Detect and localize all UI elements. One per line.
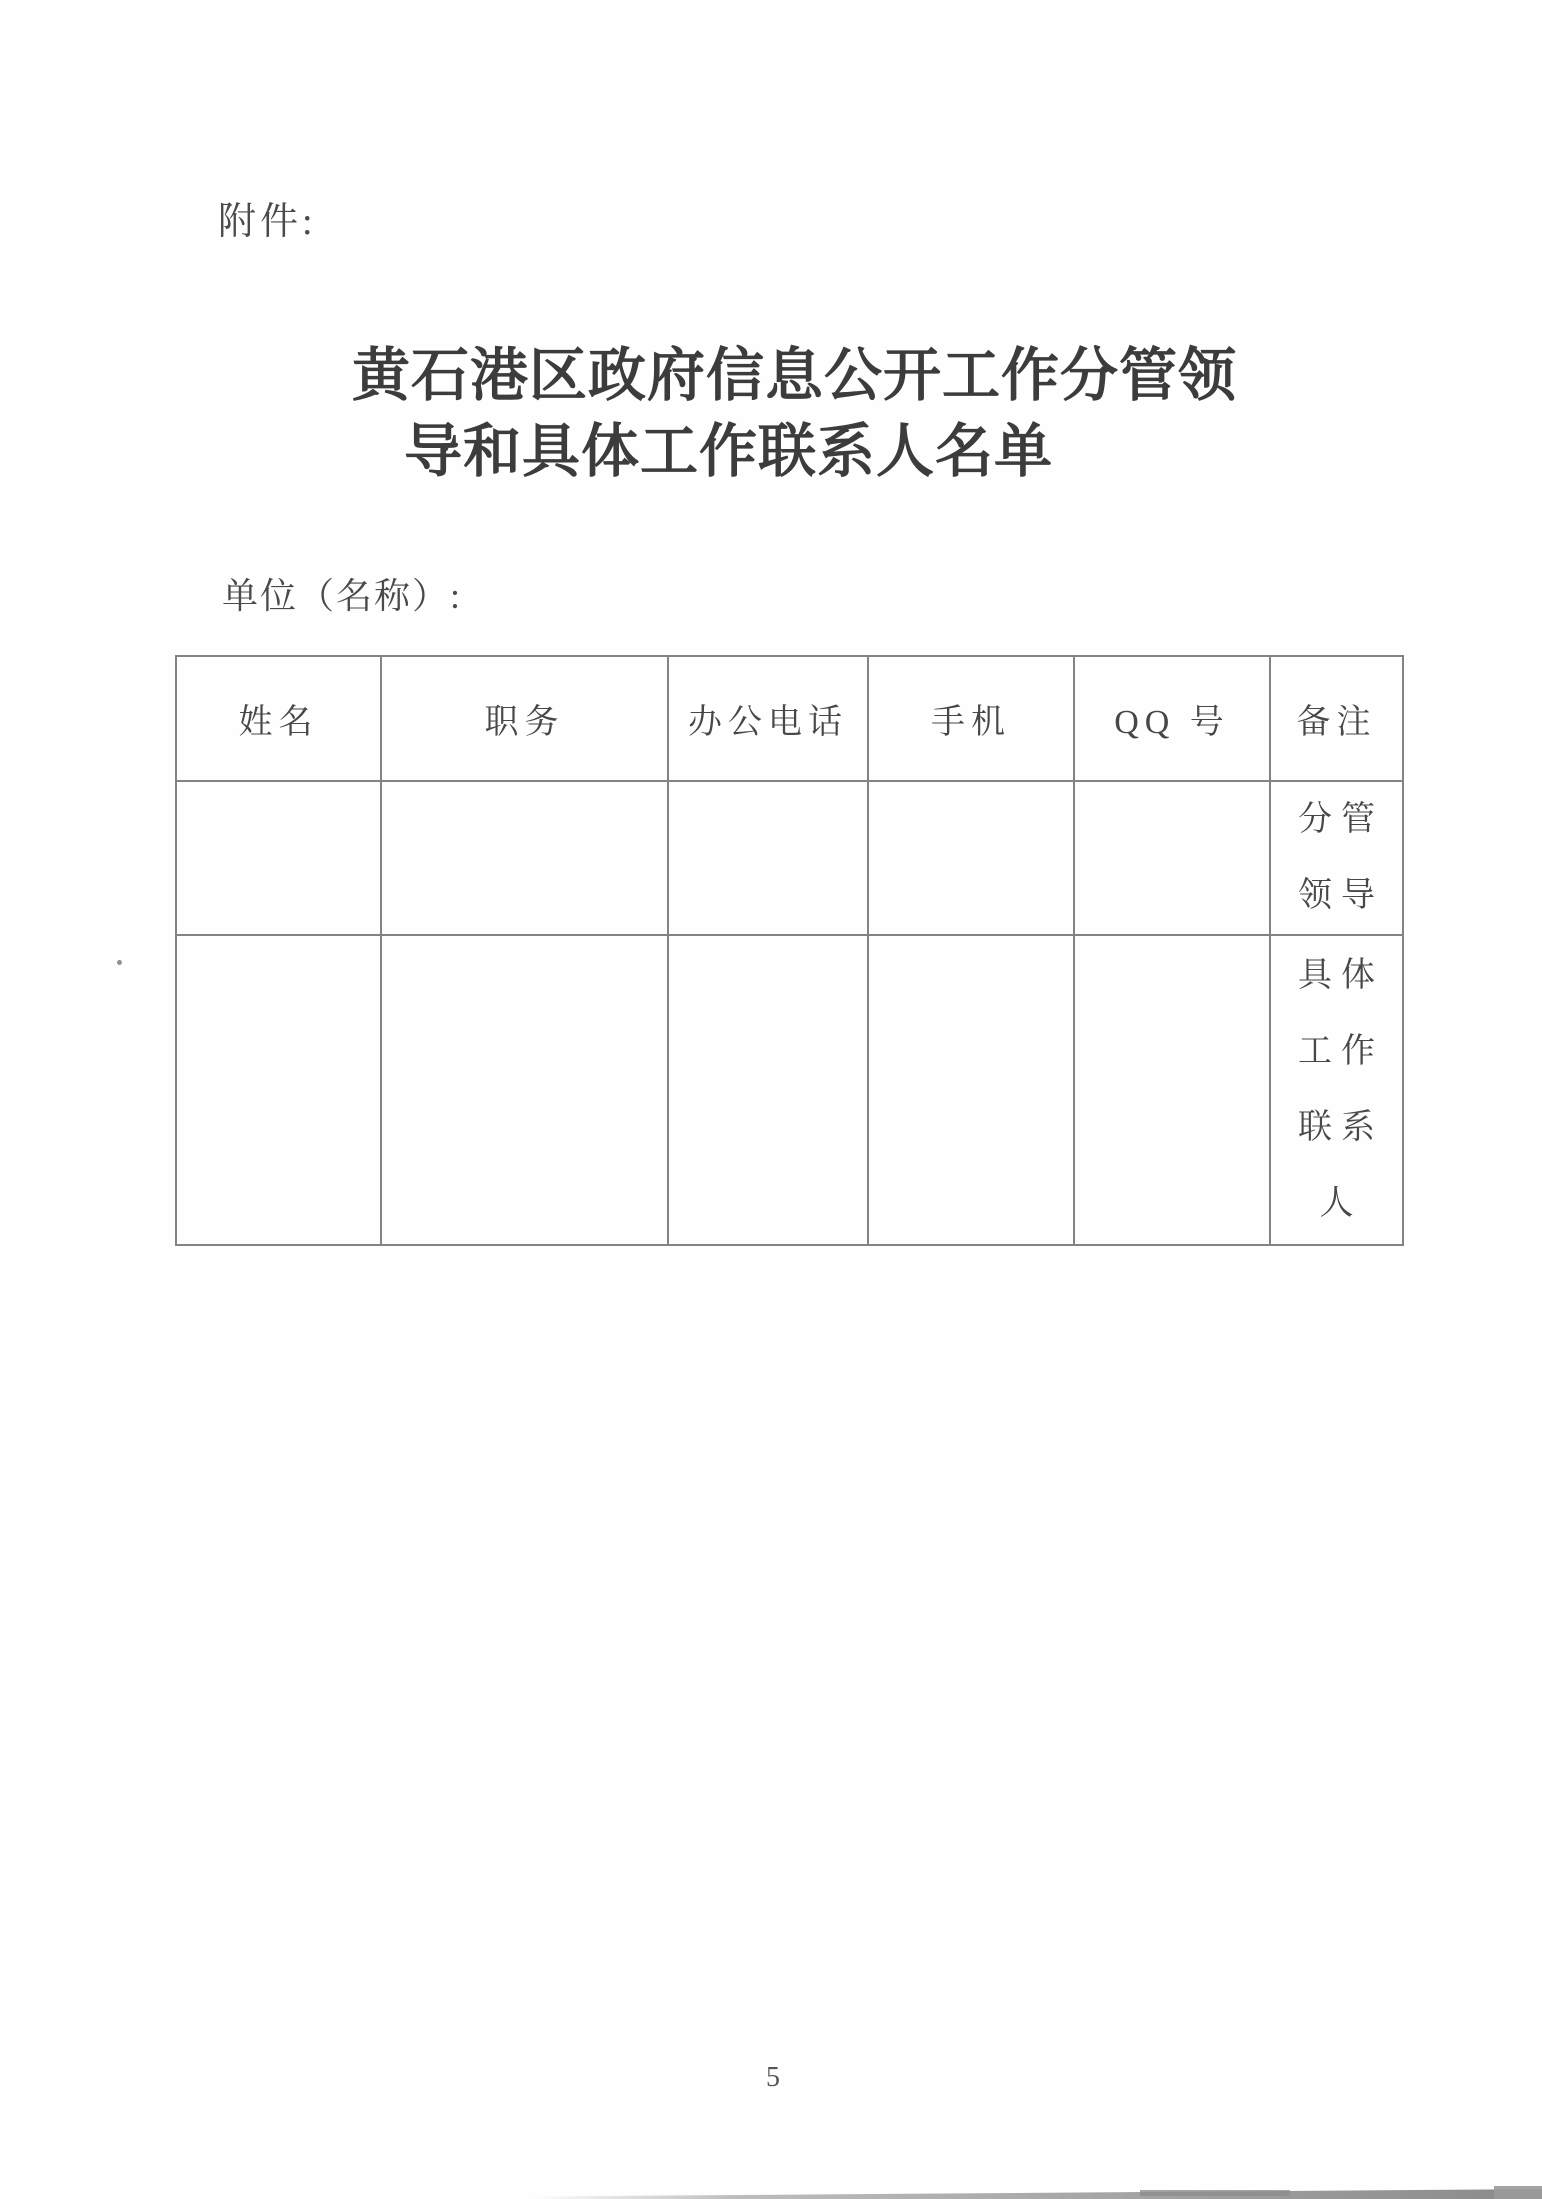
cell-remark-lead xyxy=(1270,781,1403,935)
cell-remark-contact xyxy=(1270,935,1403,1245)
table-row-contact xyxy=(176,935,1403,1245)
scan-artifact-bottom-strip xyxy=(1140,2190,1290,2196)
cell-office-phone xyxy=(668,781,868,935)
remark-line: 工作 xyxy=(1298,1033,1384,1070)
unit-name-label: 单位（名称）: xyxy=(222,576,463,616)
column-header-name: 姓名 xyxy=(176,656,381,781)
document-title-line-1: 黄石港区政府信息公开工作分管领 xyxy=(352,343,1238,408)
cell-mobile xyxy=(868,935,1074,1245)
column-header-qq: QQ 号 xyxy=(1074,656,1270,781)
column-header-position: 职务 xyxy=(381,656,668,781)
scan-artifact-bottom-corner xyxy=(1494,2186,1542,2199)
cell-position xyxy=(381,781,668,935)
table-row-lead xyxy=(176,781,1403,935)
contacts-table xyxy=(175,655,1404,1246)
cell-name xyxy=(176,935,381,1245)
cell-office-phone xyxy=(668,935,868,1245)
remark-line: 领导 xyxy=(1298,877,1384,914)
remark-line: 人 xyxy=(1319,1185,1363,1222)
column-header-mobile: 手机 xyxy=(868,656,1074,781)
cell-mobile xyxy=(868,781,1074,935)
scan-artifact-dot xyxy=(117,960,122,965)
page-number: 5 xyxy=(766,2062,780,2093)
document-title-line-2: 导和具体工作联系人名单 xyxy=(404,419,1054,484)
remark-line: 联系 xyxy=(1298,1109,1384,1146)
attachment-label: 附件: xyxy=(218,201,317,243)
remark-line: 分管 xyxy=(1298,801,1384,838)
scan-artifact-bottom-edge xyxy=(530,2188,1542,2199)
cell-name xyxy=(176,781,381,935)
column-header-office-phone: 办公电话 xyxy=(668,656,868,781)
cell-qq xyxy=(1074,935,1270,1245)
column-header-remark: 备注 xyxy=(1270,656,1403,781)
cell-position xyxy=(381,935,668,1245)
cell-qq xyxy=(1074,781,1270,935)
remark-line: 具体 xyxy=(1298,957,1384,994)
table-header-row xyxy=(176,656,1403,781)
